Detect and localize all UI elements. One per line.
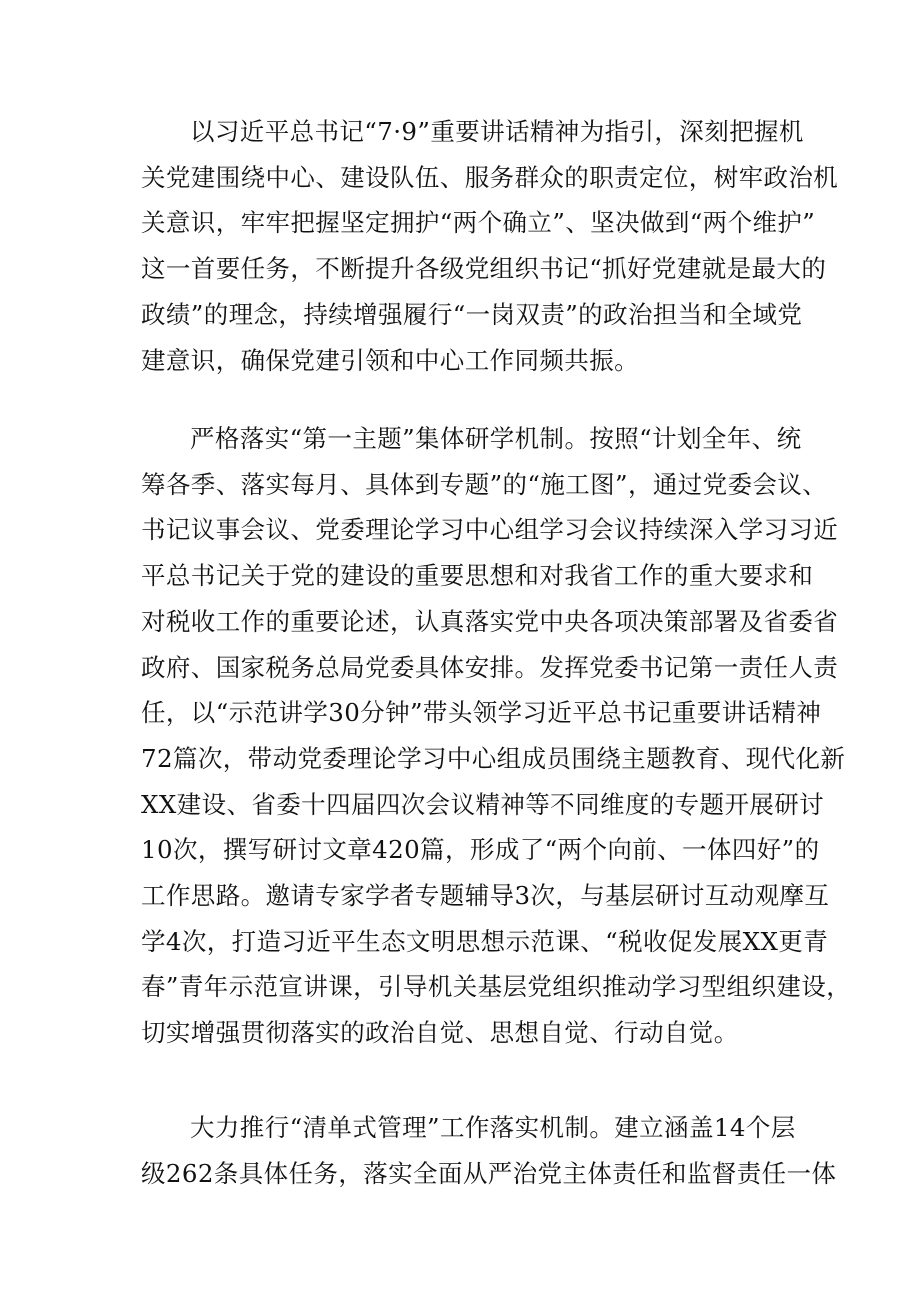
text-line: 工作思路。邀请专家学者专题辅导3次，与基层研讨互动观摩互 bbox=[141, 881, 830, 911]
paragraph-3 bbox=[141, 1105, 837, 1196]
text-line: 筹各季、落实每月、具体到专题”的“施工图”，通过党委会议、 bbox=[141, 469, 828, 499]
paragraph-2 bbox=[141, 416, 852, 1056]
text-line: 级262条具体任务，落实全面从严治党主体责任和监督责任一体 bbox=[141, 1158, 837, 1188]
text-line: 以习近平总书记“7·9”重要讲话精神为指引，深刻把握机 bbox=[190, 117, 804, 146]
text-line: 关意识，牢牢把握坚定拥护“两个确立”、坚决做到“两个维护” bbox=[141, 208, 816, 238]
text-line: 书记议事会议、党委理论学习中心组学习会议持续深入学习习近 bbox=[141, 515, 839, 545]
text-line: 政府、国家税务总局党委具体安排。发挥党委书记第一责任人责 bbox=[141, 652, 839, 682]
text-line: 学4次，打造习近平生态文明思想示范课、“税收促发展XX更青 bbox=[141, 926, 829, 956]
text-line: XX建设、省委十四届四次会议精神等不同维度的专题开展研讨 bbox=[141, 789, 825, 819]
text-line: 72篇次，带动党委理论学习中心组成员围绕主题教育、现代化新 bbox=[141, 743, 846, 773]
text-line: 大力推行“清单式管理”工作落实机制。建立涵盖14个层 bbox=[190, 1113, 796, 1142]
text-line: 平总书记关于党的建设的重要思想和对我省工作的重大要求和 bbox=[141, 561, 814, 591]
text-line: 对税收工作的重要论述，认真落实党中央各项决策部署及省委省 bbox=[141, 606, 839, 636]
text-line: 任，以“示范讲学30分钟”带头领学习近平总书记重要讲话精神 bbox=[141, 698, 822, 728]
text-line: 10次，撰写研讨文章420篇，形成了“两个向前、一体四好”的 bbox=[141, 835, 820, 865]
text-line: 政绩”的理念，持续增强履行“一岗双责”的政治担当和全域党 bbox=[141, 299, 803, 329]
text-line: 这一首要任务，不断提升各级党组织书记“抓好党建就是最大的 bbox=[141, 254, 827, 284]
text-line: 建意识，确保党建引领和中心工作同频共振。 bbox=[141, 345, 639, 375]
text-line: 关党建围绕中心、建设队伍、服务群众的职责定位，树牢政治机 bbox=[141, 162, 839, 192]
text-line: 春”青年示范宣讲课，引导机关基层党组织推动学习型组织建设， bbox=[141, 972, 852, 1002]
text-line: 严格落实“第一主题”集体研学机制。按照“计划全年、统 bbox=[190, 424, 802, 453]
text-line: 切实增强贯彻落实的政治自觉、思想自觉、行动自觉。 bbox=[141, 1018, 739, 1048]
paragraph-1 bbox=[141, 109, 839, 383]
